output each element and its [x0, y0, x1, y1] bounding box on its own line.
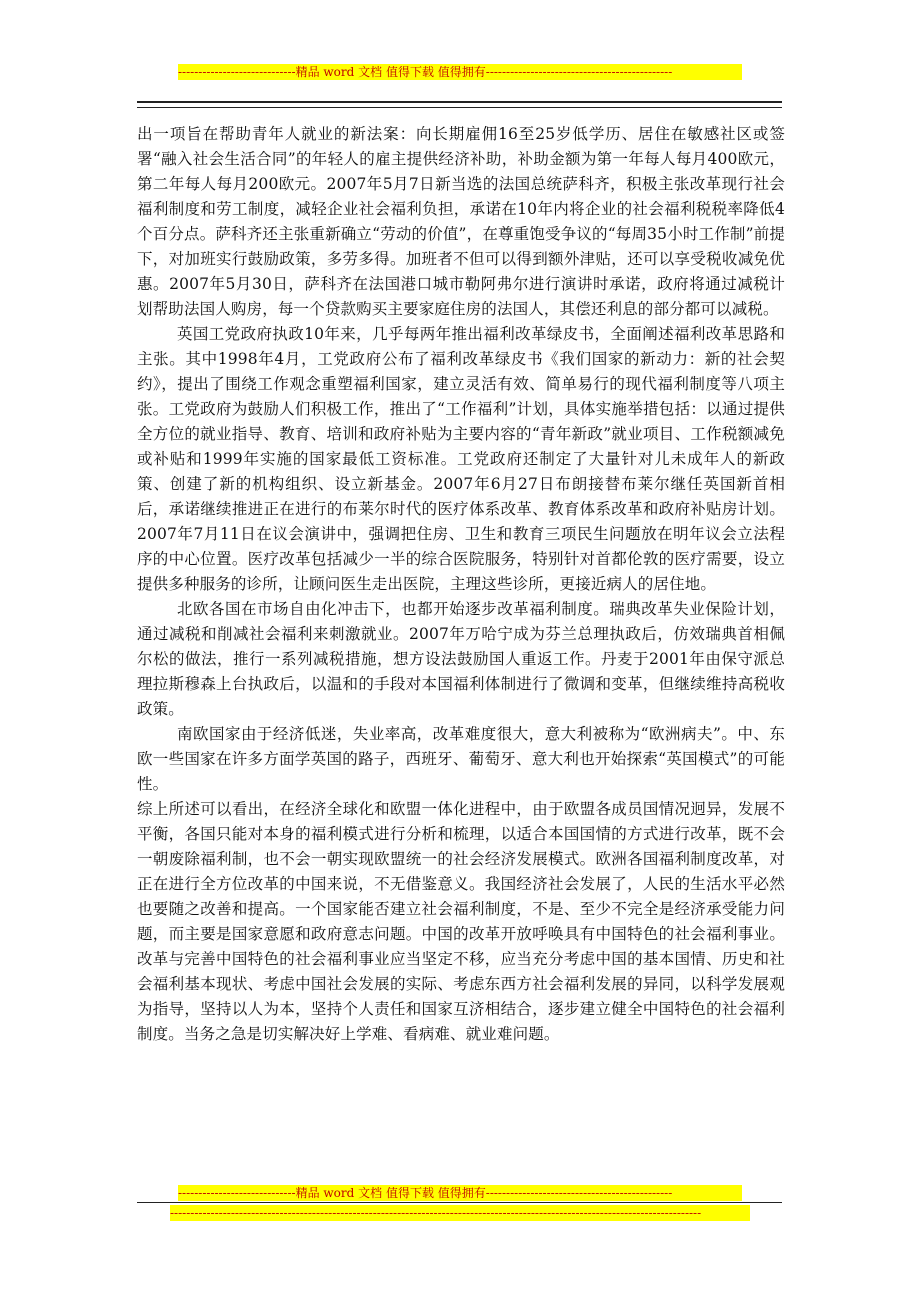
footer-rule	[137, 1202, 782, 1203]
header-banner: -----------------------------精品 word 文档 值得下载 值得拥有----------------------------------------------	[178, 64, 742, 80]
paragraph-3: 北欧各国在市场自由化冲击下，也都开始逐步改革福利制度。瑞典改革失业保险计划，通过减税和削减社会福利来刺激就业。2007年万哈宁成为芬兰总理执政后，仿效瑞典首相佩尔松的做法，推行一系列减税措施，想方设法鼓励国人重返工作。丹麦于2001年由保守派总理拉斯穆森上台执政后，以温和的手段对本国福利体制进行了微调和变革，但继续维持高税收政策。	[137, 600, 785, 718]
header-rule-thin	[137, 107, 782, 108]
footer-dashes: -----------------------------------------------------------------------------------------------------------------------------------	[170, 1205, 750, 1221]
paragraph-1: 出一项旨在帮助青年人就业的新法案：向长期雇佣16至25岁低学历、居住在敏感社区或签署“融入社会生活合同”的年轻人的雇主提供经济补助，补助金额为第一年每人每月400欧元，第二年每人每月200欧元。2007年5月7日新当选的法国总统萨科齐，积极主张改革现行社会福利制度和劳工制度，减轻企业社会福利负担，承诺在10年内将企业的社会福利税税率降低4个百分点。萨科齐还主张重新确立“劳动的价值”，在尊重饱受争议的“每周35小时工作制”前提下，对加班实行鼓励政策，多劳多得。加班者不但可以得到额外津贴，还可以享受税收减免优惠。2007年5月30日，萨科齐在法国港口城市勒阿弗尔进行演讲时承诺，政府将通过减税计划帮助法国人购房，每一个贷款购买主要家庭住房的法国人，其偿还利息的部分都可以减税。	[137, 125, 785, 318]
paragraph-2: 英国工党政府执政10年来，几乎每两年推出福利改革绿皮书，全面阐述福利改革思路和主张。其中1998年4月，工党政府公布了福利改革绿皮书《我们国家的新动力：新的社会契约》，提出了围绕工作观念重塑福利国家，建立灵活有效、简单易行的现代福利制度等八项主张。工党政府为鼓励人们积极工作，推出了“工作福利”计划，具体实施举措包括：以通过提供全方位的就业指导、教育、培训和政府补贴为主要内容的“青年新政”就业项目、工作税额减免或补贴和1999年实施的国家最低工资标准。工党政府还制定了大量针对儿未成年人的新政策、创建了新的机构组织、设立新基金。2007年6月27日布朗接替布莱尔继任英国新首相后，承诺继续推进正在进行的布莱尔时代的医疗体系改革、教育体系改革和政府补贴房计划。2007年7月11日在议会演讲中，强调把住房、卫生和教育三项民生问题放在明年议会立法程序的中心位置。医疗改革包括减少一半的综合医院服务，特别针对首都伦敦的医疗需要，设立提供多种服务的诊所，让顾问医生走出医院，主理这些诊所，更接近病人的居住地。	[137, 325, 785, 593]
paragraph-5: 综上所述可以看出，在经济全球化和欧盟一体化进程中，由于欧盟各成员国情况迥异，发展不平衡，各国只能对本身的福利模式进行分析和梳理，以适合本国国情的方式进行改革，既不会一朝废除福利制，也不会一朝实现欧盟统一的社会经济发展模式。欧洲各国福利制度改革，对正在进行全方位改革的中国来说，不无借鉴意义。我国经济社会发展了，人民的生活水平必然也要随之改善和提高。一个国家能否建立社会福利制度，不是、至少不完全是经济承受能力问题，而主要是国家意愿和政府意志问题。中国的改革开放呼唤具有中国特色的社会福利事业。改革与完善中国特色的社会福利事业应当坚定不移，应当充分考虑中国的基本国情、历史和社会福利基本现状、考虑中国社会发展的实际、考虑东西方社会福利发展的异同，以科学发展观为指导，坚持以人为本，坚持个人责任和国家互济相结合，逐步建立健全中国特色的社会福利制度。当务之急是切实解决好上学难、看病难、就业难问题。	[137, 800, 785, 1043]
document-body	[137, 122, 785, 1047]
footer-banner: -----------------------------精品 word 文档 值得下载 值得拥有----------------------------------------------	[178, 1185, 742, 1201]
header-rule-thick	[137, 101, 782, 103]
paragraph-4: 南欧国家由于经济低迷，失业率高，改革难度很大，意大利被称为“欧洲病夫”。中、东欧一些国家在许多方面学英国的路子，西班牙、葡萄牙、意大利也开始探索“英国模式”的可能性。	[137, 725, 785, 793]
